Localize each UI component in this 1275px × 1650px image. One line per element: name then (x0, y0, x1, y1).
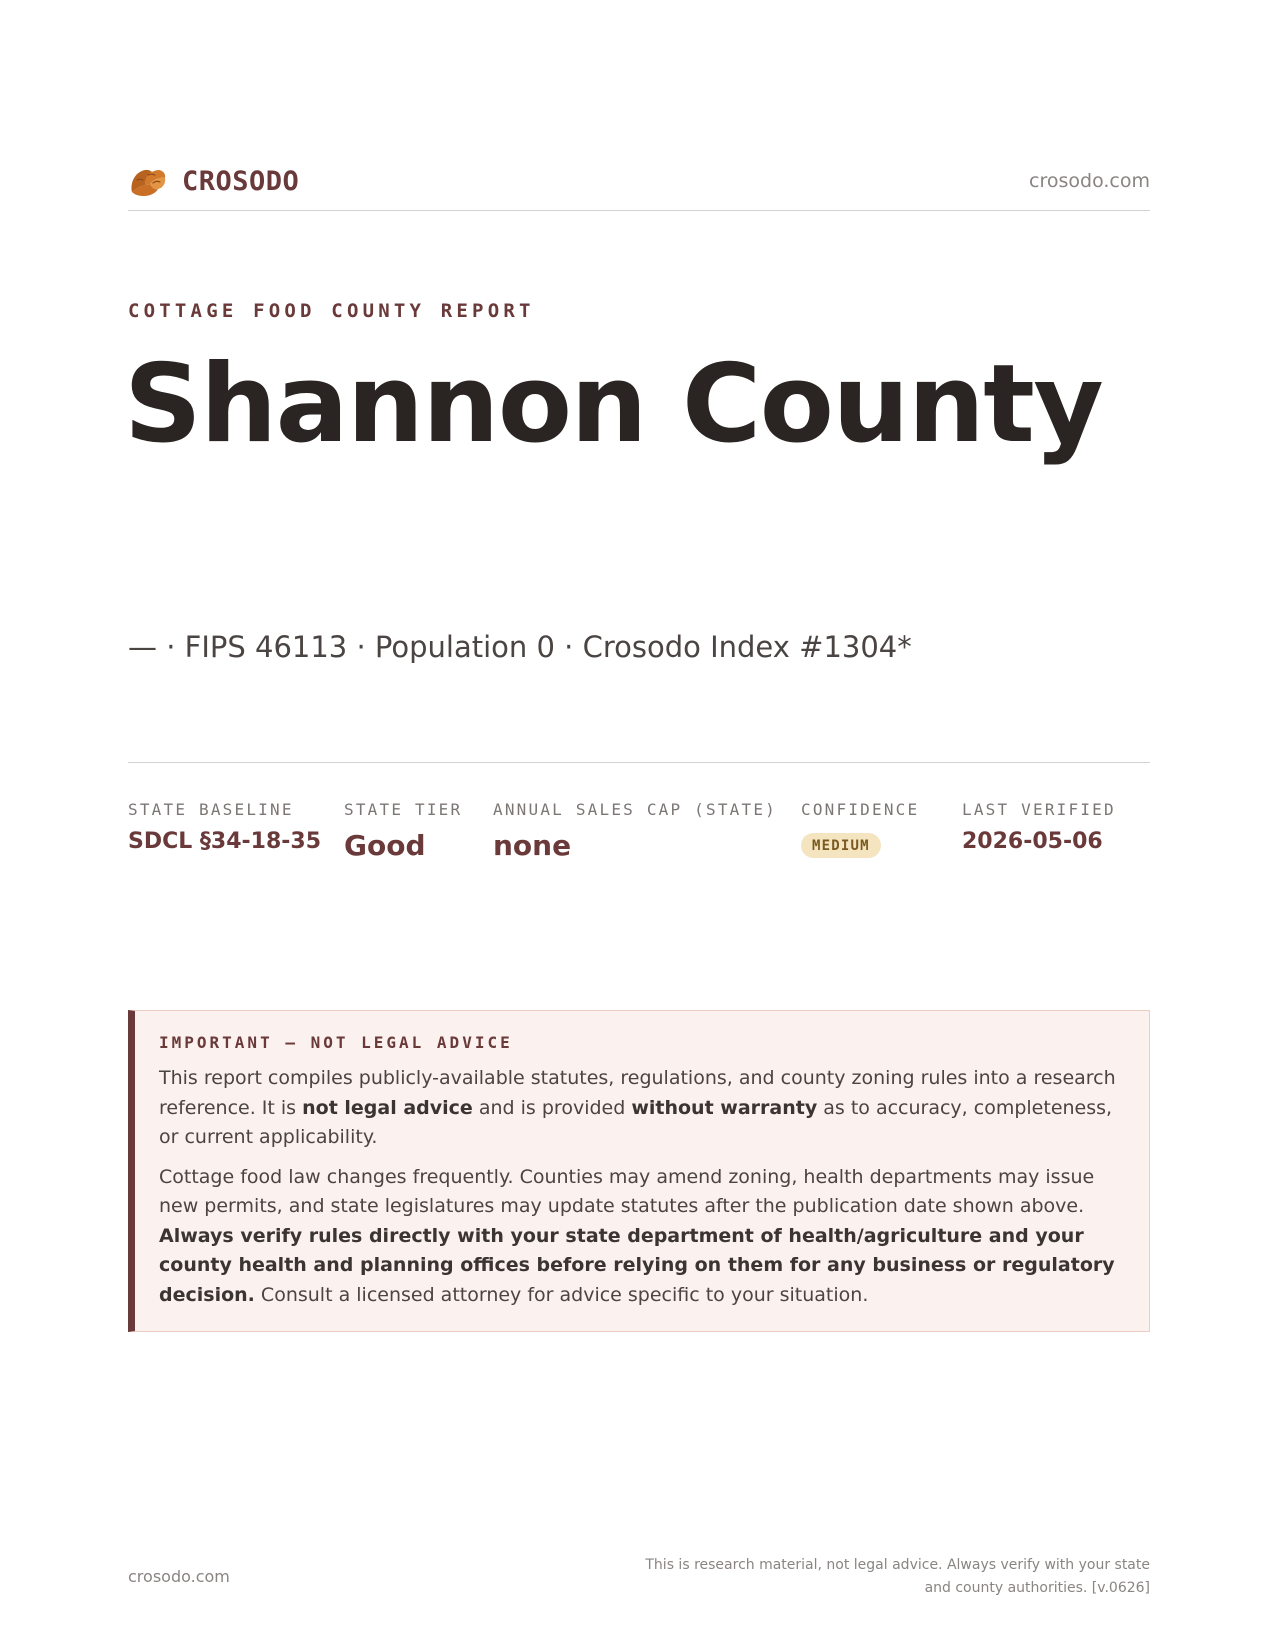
site-link[interactable]: crosodo.com (1029, 170, 1150, 192)
header-divider (128, 210, 1150, 211)
stats-divider (128, 762, 1150, 763)
confidence-badge: MEDIUM (801, 833, 881, 858)
stat-value: 2026-05-06 (962, 829, 1103, 854)
legal-notice (128, 1010, 1150, 1332)
footer-disclaimer (630, 1554, 1150, 1600)
croissant-icon (128, 162, 168, 200)
page-header (128, 158, 1150, 204)
footer-site-link[interactable]: crosodo.com (128, 1567, 230, 1586)
stat-label: STATE BASELINE (128, 800, 294, 819)
brand-name: CROSODO (182, 165, 300, 197)
stat-label: LAST VERIFIED (962, 800, 1116, 819)
notice-emphasis: without warranty (631, 1096, 818, 1119)
notice-emphasis: not legal advice (302, 1096, 473, 1119)
stat-annual-sales-cap (493, 800, 777, 862)
stat-value: none (493, 829, 572, 862)
notice-emphasis: Always verify rules directly with your state department of health/agriculture and your county health and planning offices before relying on them for any business or regulatory decision. (159, 1224, 1115, 1306)
notice-text: Consult a licensed attorney for advice specific to your situation. (254, 1283, 869, 1306)
stat-state-tier (344, 800, 462, 862)
notice-text: This report compiles publicly-available statutes, regulations, and county zoning rules into a research reference. It is (159, 1067, 1116, 1119)
stat-value: SDCL §34-18-35 (128, 829, 322, 854)
notice-heading: IMPORTANT — NOT LEGAL ADVICE (159, 1033, 513, 1052)
footer-disclaimer-line: This is research material, not legal advice. Always verify with your state (645, 1557, 1150, 1573)
footer-disclaimer-line: and county authorities. [v.0626] (924, 1580, 1150, 1596)
stats-row (128, 800, 1150, 880)
report-page (124, 0, 1150, 1650)
notice-text: as to accuracy, completeness, or current applicability. (159, 1096, 1113, 1148)
stat-state-baseline (128, 800, 321, 854)
page-title: Shannon County (124, 342, 1103, 467)
notice-paragraph-1 (159, 1064, 1125, 1153)
notice-text: Cottage food law changes frequently. Counties may amend zoning, health departments may issue new permits, and state legislatures may update statutes after the publication date shown above. (159, 1165, 1095, 1217)
stat-label: STATE TIER (344, 800, 463, 819)
brand[interactable] (128, 162, 299, 200)
stat-last-verified (962, 800, 1116, 854)
notice-paragraph-2 (159, 1163, 1125, 1311)
county-meta-line: — · FIPS 46113 · Population 0 · Crosodo Index #1304* (128, 630, 912, 664)
stat-confidence (801, 800, 919, 858)
stat-label: CONFIDENCE (801, 800, 920, 819)
stat-value: Good (344, 829, 426, 862)
notice-text: and is provided (472, 1096, 632, 1119)
report-eyebrow: COTTAGE FOOD COUNTY REPORT (128, 300, 535, 322)
stat-label: ANNUAL SALES CAP (STATE) (493, 800, 777, 819)
